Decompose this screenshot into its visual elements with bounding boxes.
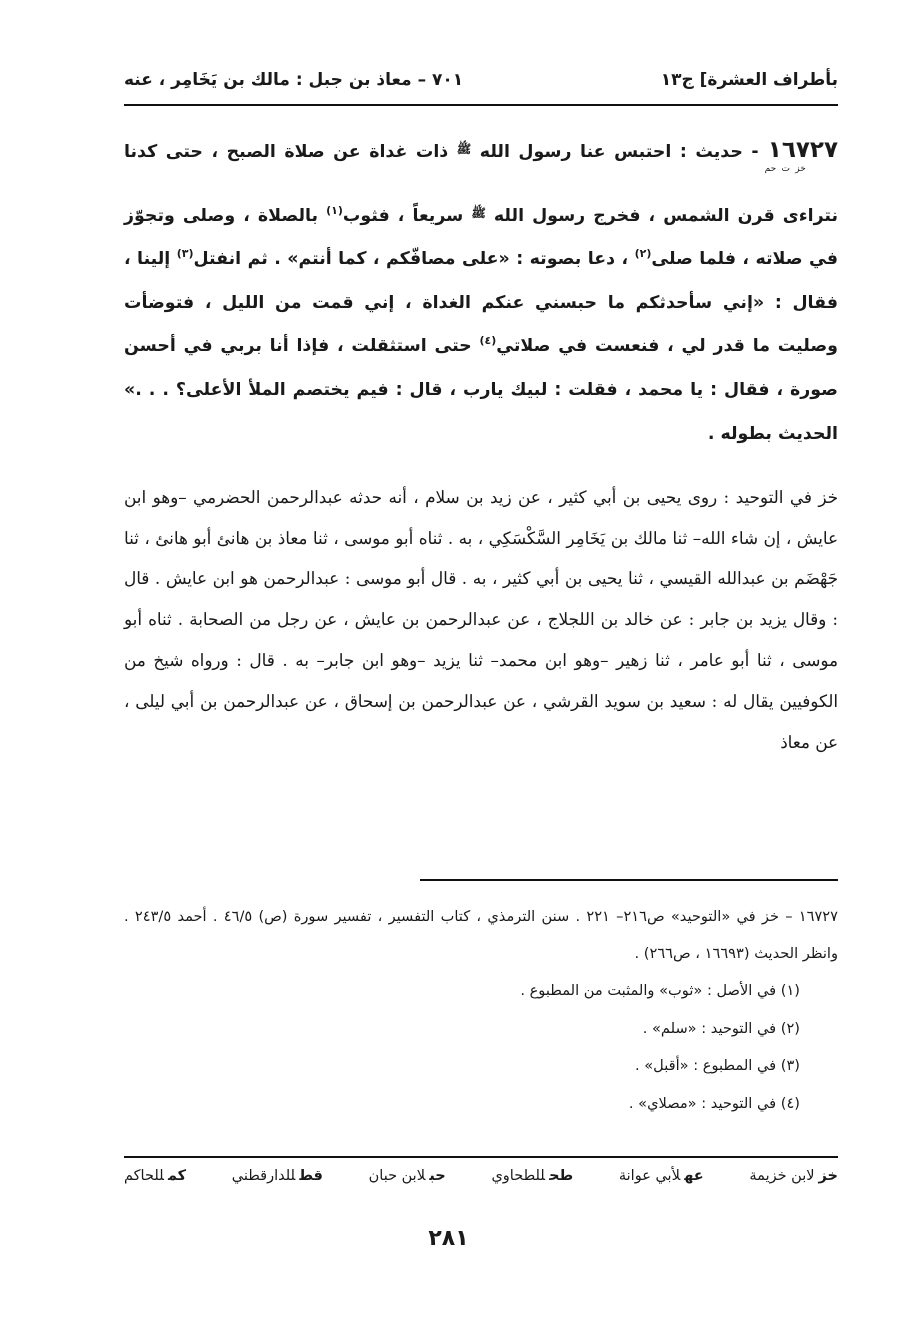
sigla-abbr: طح [549, 1168, 574, 1184]
commentary-paragraph: خز في التوحيد : روى يحيى بن أبي كثير ، عن زيد بن سلام ، أنه حدثه عبدالرحمن الحضرمي –وهو ابن عايش ، إن شاء الله– ثنا مالك بن يَخَامِر السَّكْسَكِي ، به . ثناه أبو موسى ، ثنا معاذ بن هانئ أبو هانئ ، ثنا جَهْضَم بن عبدالله القيسي ، ثنا يحيى بن أبي كثير ، به . قال أبو موسى : عبدالرحمن هو ابن عايش . قال : وقال يزيد بن جابر : عن خالد بن اللجلاج ، عن عبدالرحمن بن عايش ، عن رجل من الصحابة . ثناه أبو موسى ، ثنا أبو عامر ، ثنا زهير –وهو ابن محمد– ثنا يزيد –وهو ابن جابر– به . قال : ورواه شيخ من الكوفيين يقال له : سعيد بن سويد القرشي ، عن عبدالرحمن بن إسحاق ، عن عبدالرحمن بن أبي ليلى ، عن معاذ [124, 486, 838, 752]
footnote-item: (٣) في المطبوع : «أقبل» . [634, 1057, 800, 1074]
hadith-sigla: خز ت حم [764, 164, 806, 174]
sigla-abbr: عه [684, 1168, 704, 1184]
sigla-key-item [232, 1168, 323, 1184]
hadith-text-2: ذات غداة عن صلاة الصبح ، حتى كدنا نتراءى قرن الشمس ، فخرج رسول الله [124, 142, 839, 226]
sigla-abbr: كم [167, 1168, 187, 1184]
footnote-ref-2: (٢) [634, 247, 652, 261]
salawat-glyph: ﷺ [456, 142, 472, 156]
sigla-key-item [619, 1168, 704, 1184]
sigla-name: لأبي عوانة [618, 1168, 681, 1184]
hadith-text-7: حتى استثقلت ، فإذا أنا بربي في أحسن صورة ، فقال : يا محمد ، فقلت : لبيك يارب ، قال : فيم يختصم الملأ الأعلى؟ . . .» الحديث بطوله . [124, 336, 838, 444]
hadith-text-1: - حديث : احتبس عنا رسول الله [479, 142, 759, 162]
running-head [124, 62, 838, 98]
hadith-entry [124, 128, 838, 456]
footnote-separator [420, 879, 838, 881]
sigla-key-item [749, 1168, 838, 1184]
sigla-name: لابن خزيمة [749, 1168, 815, 1184]
sigla-key-item [124, 1168, 186, 1184]
running-head-chapter: ٧٠١ – معاذ بن جبل : مالك بن يَخَامِر ، عنه [124, 70, 464, 90]
sigla-name: للطحاوي [491, 1168, 546, 1184]
bottom-rule [124, 1156, 838, 1158]
footnote-item: (٤) في التوحيد : «مصلاي» . [628, 1094, 800, 1112]
hadith-text-3: سريعاً ، فثوب [342, 205, 464, 226]
sigla-name: للحاكم [124, 1168, 164, 1184]
footnote-item: (٢) في التوحيد : «سلم» . [642, 1019, 800, 1037]
sigla-name: للدارقطني [231, 1168, 296, 1184]
running-head-volume: بأطراف العشرة] ج١٣ [660, 70, 838, 90]
sigla-abbr: قط [299, 1168, 323, 1184]
header-rule [124, 104, 838, 106]
sigla-key-item [369, 1168, 446, 1184]
footnote-item: (١) في الأصل : «ثوب» والمثبت من المطبوع . [520, 982, 800, 999]
sigla-key-item [491, 1168, 573, 1184]
page-number: ٢٨١ [428, 1226, 469, 1251]
footnotes [124, 898, 838, 1122]
footnote-list [124, 972, 838, 1122]
sigla-key [124, 1168, 838, 1184]
salawat-glyph: ﷺ [471, 205, 486, 220]
sigla-abbr: حب [429, 1168, 446, 1184]
footnote-ref-3: (٣) [176, 247, 194, 261]
footnote-ref-4: (٤) [479, 334, 497, 348]
sigla-abbr: خز [818, 1168, 838, 1184]
footnote-sources: ١٦٧٢٧ – خز في «التوحيد» ص٢١٦– ٢٢١ . سنن الترمذي ، كتاب التفسير ، تفسير سورة (ص) ٤٦/٥ . أحمد ٢٤٣/٥ . وانظر الحديث (١٦٦٩٣ ، ص٢٦٦) . [124, 908, 838, 962]
hadith-text-5: ، دعا بصوته : «على مصافّكم ، كما أنتم» . ثم انفتل [193, 249, 629, 270]
sigla-name: لابن حبان [368, 1168, 426, 1184]
hadith-text-4: بالصلاة ، وصلى وتجوّز في صلاته ، فلما صلى [124, 205, 838, 270]
hadith-text-6: إلينا ، فقال : «إني سأحدثكم ما حبسني عنكم الغداة ، إني قمت من الليل ، فتوضأت وصليت ما قدر لي ، فنعست في صلاتي [124, 249, 838, 357]
footnote-ref-1: (١) [326, 203, 343, 217]
hadith-number: ١٦٧٢٧ [767, 137, 838, 163]
